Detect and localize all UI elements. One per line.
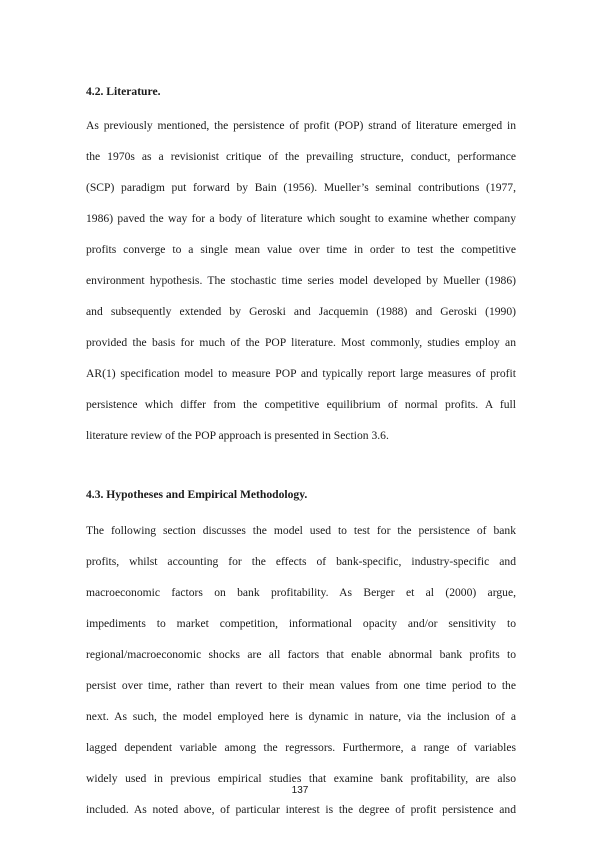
text-line: persistence which differ from the competitive equilibrium of normal profits. A full [86, 398, 516, 411]
text-line: macroeconomic factors on bank profitability. As Berger et al (2000) argue, [86, 586, 516, 599]
text-line: widely used in previous empirical studies that examine bank profitability, are also [86, 772, 516, 785]
section-heading-literature: 4.2. Literature. [86, 85, 161, 98]
text-line: AR(1) specification model to measure POP and typically report large measures of profit [86, 367, 516, 380]
section-body-literature [86, 110, 516, 451]
text-line: lagged dependent variable among the regressors. Furthermore, a range of variables [86, 741, 516, 754]
page-body [86, 82, 516, 825]
text-line: literature review of the POP approach is presented in Section 3.6. [86, 429, 389, 442]
text-line: included. As noted above, of particular interest is the degree of profit persistence and [86, 803, 516, 816]
text-line: the 1970s as a revisionist critique of the prevailing structure, conduct, performance [86, 150, 516, 163]
text-line: 1986) paved the way for a body of literature which sought to examine whether company [86, 212, 516, 225]
text-line: profits, whilst accounting for the effects of bank-specific, industry-specific and [86, 555, 516, 568]
text-line: profits converge to a single mean value over time in order to test the competitive [86, 243, 516, 256]
section-body-hypotheses [86, 515, 516, 825]
text-line: As previously mentioned, the persistence of profit (POP) strand of literature emerged in [86, 119, 516, 132]
text-line: and subsequently extended by Geroski and Jacquemin (1988) and Geroski (1990) [86, 305, 516, 318]
text-line: environment hypothesis. The stochastic time series model developed by Mueller (1986) [86, 274, 516, 287]
text-line: The following section discusses the model used to test for the persistence of bank [86, 524, 516, 537]
section-heading-hypotheses: 4.3. Hypotheses and Empirical Methodology. [86, 488, 308, 501]
text-line: persist over time, rather than revert to their mean values from one time period to the [86, 679, 516, 692]
text-line: next. As such, the model employed here is dynamic in nature, via the inclusion of a [86, 710, 516, 723]
text-line: regional/macroeconomic shocks are all factors that enable abnormal bank profits to [86, 648, 516, 661]
text-line: impediments to market competition, informational opacity and/or sensitivity to [86, 617, 516, 630]
page-number: 137 [291, 785, 309, 796]
text-line: provided the basis for much of the POP literature. Most commonly, studies employ an [86, 336, 516, 349]
text-line: (SCP) paradigm put forward by Bain (1956). Mueller’s seminal contributions (1977, [86, 181, 516, 194]
